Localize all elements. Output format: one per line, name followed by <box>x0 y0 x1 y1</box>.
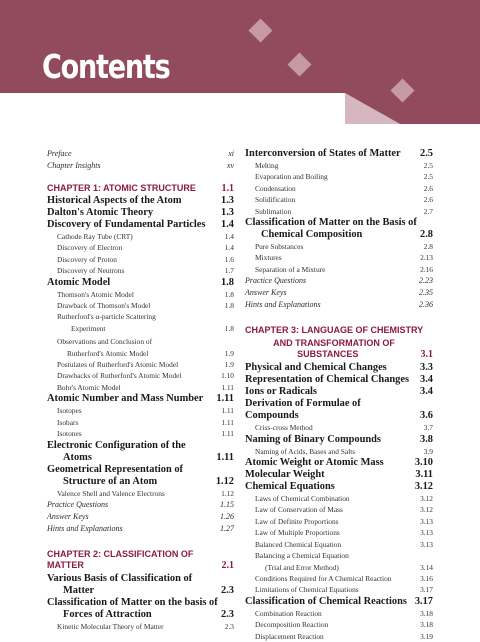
subsection-page: 1.4 <box>224 243 234 253</box>
section-label: Derivation of Formulae of Compounds <box>245 398 361 422</box>
section-page: 3.3 <box>420 362 433 374</box>
section-page: 3.17 <box>414 595 433 607</box>
section-label: Classification of Matter on the Basis of <box>245 217 417 229</box>
entry-label: Practice Questions <box>47 499 109 509</box>
section-label: Dalton's Atomic Theory <box>47 207 154 218</box>
section-page: 1.3 <box>221 195 234 206</box>
subsection-label: Discovery of Neutrons <box>57 266 125 276</box>
toc-section[interactable] <box>245 398 433 422</box>
subsection-page: 2.6 <box>423 183 433 193</box>
toc-section[interactable] <box>47 207 234 219</box>
toc-section[interactable] <box>245 481 433 493</box>
contents-left-column <box>47 148 234 632</box>
subsection-page: 3.13 <box>420 539 433 549</box>
section-page: 3.6 <box>420 410 433 422</box>
toc-entry-answer-keys[interactable] <box>47 511 234 523</box>
toc-subsection[interactable] <box>47 300 234 311</box>
subsection-page: 1.12 <box>221 488 234 498</box>
toc-section[interactable] <box>47 277 234 289</box>
section-page: 1.3 <box>221 207 234 218</box>
entry-page: 1.15 <box>220 499 234 509</box>
toc-section[interactable] <box>245 217 433 229</box>
section-label: Various Basis of Classification of <box>47 572 193 584</box>
page-title: Contents <box>42 47 170 86</box>
toc-section[interactable] <box>47 195 234 207</box>
subsection-page: 1.7 <box>224 266 234 276</box>
subsection-page: 3.12 <box>420 505 433 515</box>
toc-subsection[interactable] <box>47 231 234 242</box>
toc-subsection[interactable] <box>47 370 234 381</box>
section-page: 3.12 <box>414 481 433 493</box>
chapter-heading-continued: SUBSTANCES <box>297 349 359 360</box>
section-label: Classification of Matter on the basis of <box>47 596 218 608</box>
toc-entry-practice-questions[interactable] <box>47 499 234 511</box>
toc-subsection[interactable] <box>47 359 234 370</box>
section-page: 3.8 <box>420 433 433 445</box>
subsection-label: Postulates of Rutherford's Atomic Model <box>57 360 179 370</box>
entry-page: xv <box>226 161 234 170</box>
entry-label: Hints and Explanations <box>47 523 123 533</box>
subsection-label-continued: (Trial and Error Method) <box>265 562 339 572</box>
section-page: 2.3 <box>221 608 234 620</box>
subsection-page: 3.17 <box>420 585 433 595</box>
section-label: Electronic Configuration of the <box>47 439 186 451</box>
toc-subsection[interactable] <box>47 336 234 347</box>
subsection-label-continued: Rutherford's Atomic Model <box>67 348 149 358</box>
subsection-page: 3.7 <box>423 423 433 433</box>
subsection-page: 1.9 <box>224 360 234 370</box>
section-label: Historical Aspects of the Atom <box>47 195 182 206</box>
subsection-label: Discovery of Proton <box>57 254 117 264</box>
toc-section[interactable] <box>245 362 433 374</box>
subsection-label: Balanced Chemical Equation <box>255 539 342 549</box>
section-page: 3.4 <box>420 374 433 386</box>
entry-page: 2.35 <box>419 288 433 298</box>
chapter-page: 1.1 <box>221 183 234 194</box>
section-label-continued: Atoms <box>63 451 92 463</box>
subsection-label: Mixtures <box>255 253 282 263</box>
section-label-continued: Matter <box>63 584 95 596</box>
subsection-page: 2.7 <box>423 206 433 216</box>
toc-section[interactable] <box>47 573 234 585</box>
subsection-page: 3.14 <box>420 562 433 572</box>
toc-subsection[interactable] <box>47 254 234 265</box>
toc-subsection[interactable] <box>245 573 433 584</box>
section-page: 2.8 <box>420 229 433 241</box>
subsection-label: Law of Multiple Proportions <box>255 528 340 538</box>
section-page: 2.5 <box>420 148 433 159</box>
toc-section[interactable] <box>245 596 433 608</box>
contents-right-column <box>245 148 433 642</box>
toc-subsection[interactable] <box>47 311 234 322</box>
toc-subsection[interactable] <box>47 265 234 276</box>
subsection-page: 2.5 <box>423 172 433 182</box>
subsection-page: 1.6 <box>224 254 234 264</box>
entry-label: Answer Keys <box>245 288 287 298</box>
toc-section[interactable] <box>245 457 433 469</box>
section-label: Discovery of Fundamental Particles <box>47 219 206 230</box>
entry-label: Hints and Explanations <box>245 300 321 310</box>
section-label-continued: Forces of Attraction <box>63 608 152 620</box>
toc-section-continued[interactable] <box>47 609 234 621</box>
toc-section[interactable] <box>47 219 234 231</box>
toc-subsection[interactable] <box>47 382 234 393</box>
subsection-label: Criss-cross Method <box>255 423 313 433</box>
toc-entry-chapter-insights[interactable] <box>47 160 234 172</box>
toc-subsection[interactable] <box>245 241 433 252</box>
section-label: Atomic Number and Mass Number <box>47 393 204 405</box>
toc-section[interactable] <box>245 434 433 446</box>
toc-chapter-2[interactable] <box>47 549 234 571</box>
toc-subsection[interactable] <box>47 289 234 300</box>
toc-subsection[interactable] <box>47 242 234 253</box>
toc-subsection[interactable] <box>245 194 433 205</box>
subsection-label: Drawbacks of Rutherford's Atomic Model <box>57 371 182 381</box>
toc-section[interactable] <box>245 148 433 160</box>
subsection-page: 1.8 <box>224 301 234 311</box>
subsection-label: Drawback of Thomson's Model <box>57 301 151 311</box>
toc-subsection[interactable] <box>245 493 433 504</box>
toc-subsection[interactable] <box>245 206 433 217</box>
subsection-page: 2.6 <box>423 195 433 205</box>
subsection-page: 1.11 <box>221 382 234 392</box>
toc-subsection-continued[interactable] <box>47 323 234 334</box>
section-page: 1.4 <box>221 219 234 230</box>
subsection-label: Isotones <box>57 429 82 439</box>
subsection-label: Separation of a Mixture <box>255 264 326 274</box>
entry-page: 2.36 <box>419 300 433 310</box>
entry-page: 1.27 <box>220 523 234 533</box>
subsection-page: 1.11 <box>221 429 234 439</box>
subsection-label: Balancing a Chemical Equation <box>255 551 349 561</box>
toc-subsection[interactable] <box>47 621 234 632</box>
section-label: Atomic Model <box>47 276 111 288</box>
toc-entry-practice-questions[interactable] <box>245 275 433 287</box>
toc-entry-preface[interactable] <box>47 148 234 160</box>
toc-section[interactable] <box>47 597 234 609</box>
toc-subsection[interactable] <box>245 171 433 182</box>
toc-chapter-1[interactable] <box>47 183 234 194</box>
chapter-heading: CHAPTER 3: LANGUAGE OF CHEMISTRY <box>245 325 424 336</box>
subsection-label: Solidification <box>255 195 296 205</box>
subsection-label: Naming of Acids, Bases and Salts <box>255 446 356 456</box>
toc-section[interactable] <box>245 386 433 398</box>
section-page: 1.8 <box>221 276 234 288</box>
subsection-label: Decomposition Reaction <box>255 620 329 630</box>
toc-chapter-3[interactable] <box>245 325 433 336</box>
subsection-label: Sublimation <box>255 206 292 216</box>
section-page: 2.3 <box>221 584 234 596</box>
subsection-page: 1.4 <box>224 232 234 241</box>
toc-subsection[interactable] <box>245 446 433 457</box>
subsection-page: 1.8 <box>224 289 234 299</box>
section-label: Geometrical Representation of <box>47 463 184 475</box>
chapter-page: 3.1 <box>420 349 433 361</box>
toc-subsection[interactable] <box>245 619 433 630</box>
section-label: Naming of Binary Compounds <box>245 433 381 445</box>
toc-entry-hints[interactable] <box>47 523 234 535</box>
toc-section[interactable] <box>47 440 234 452</box>
entry-page: xi <box>228 149 234 158</box>
toc-entry-hints[interactable] <box>245 299 433 311</box>
subsection-label: Bohr's Atomic Model <box>57 382 121 392</box>
section-label-continued: Structure of an Atom <box>63 475 158 487</box>
toc-subsection-continued[interactable] <box>47 348 234 359</box>
subsection-label: Valence Shell and Valence Electrons <box>57 488 165 498</box>
chapter-heading-continued: AND TRANSFORMATION OF <box>273 338 395 349</box>
toc-section[interactable] <box>47 393 234 405</box>
toc-section-continued[interactable] <box>47 585 234 597</box>
subsection-label: Melting <box>255 161 279 170</box>
subsection-page: 3.19 <box>420 631 433 641</box>
subsection-page: 2.3 <box>224 621 234 631</box>
subsection-label: Discovery of Electron <box>57 243 123 253</box>
section-page: 3.4 <box>420 386 433 398</box>
toc-section[interactable] <box>245 469 433 481</box>
toc-subsection[interactable] <box>245 584 433 595</box>
subsection-page: 2.16 <box>420 264 433 274</box>
toc-subsection[interactable] <box>245 504 433 515</box>
toc-subsection[interactable] <box>245 264 433 275</box>
subsection-page: 3.13 <box>420 516 433 526</box>
section-page: 1.11 <box>216 451 234 463</box>
section-label-continued: Chemical Composition <box>261 229 363 241</box>
section-label: Representation of Chemical Changes <box>245 374 410 386</box>
subsection-label: Cathode Ray Tube (CRT) <box>57 232 133 241</box>
entry-label: Chapter Insights <box>47 161 101 170</box>
subsection-label: Limitations of Chemical Equations <box>255 585 359 595</box>
subsection-label: Conditions Required for A Chemical Reaction <box>255 573 392 583</box>
subsection-label: Displacement Reaction <box>255 631 324 641</box>
section-label: Chemical Equations <box>245 481 335 493</box>
entry-label: Practice Questions <box>245 276 307 286</box>
subsection-page: 1.10 <box>221 371 234 381</box>
section-label: Classification of Chemical Reactions <box>245 595 407 607</box>
subsection-page: 3.9 <box>423 446 433 456</box>
subsection-page: 3.18 <box>420 620 433 630</box>
subsection-page: 1.8 <box>224 323 234 333</box>
toc-subsection[interactable] <box>245 183 433 194</box>
entry-page: 1.26 <box>220 511 234 521</box>
entry-label: Preface <box>47 149 72 158</box>
subsection-page: 3.12 <box>420 494 433 504</box>
toc-chapter-3-continued[interactable] <box>245 338 433 349</box>
toc-entry-answer-keys[interactable] <box>245 287 433 299</box>
toc-subsection[interactable] <box>245 527 433 538</box>
subsection-label: Law of Conservation of Mass <box>255 505 343 515</box>
toc-subsection[interactable] <box>245 631 433 642</box>
subsection-label: Condensation <box>255 183 296 193</box>
subsection-page: 2.13 <box>420 253 433 263</box>
subsection-page: 3.18 <box>420 608 433 618</box>
subsection-label-continued: Experiment <box>71 323 106 333</box>
header-banner <box>0 0 480 128</box>
toc-section-continued[interactable] <box>245 229 433 241</box>
subsection-page: 2.8 <box>423 242 433 252</box>
chapter-page: 2.1 <box>221 559 234 571</box>
subsection-page: 1.9 <box>224 348 234 358</box>
section-page: 1.11 <box>216 393 234 405</box>
section-label: Molecular Weight <box>245 469 325 481</box>
section-page: 3.11 <box>415 469 433 481</box>
subsection-label: Observations and Conclusion of <box>57 337 153 347</box>
toc-subsection[interactable] <box>47 417 234 428</box>
section-page: 1.12 <box>215 475 234 487</box>
section-label: Physical and Chemical Changes <box>245 362 387 374</box>
subsection-label: Rutherford's α-particle Scattering <box>57 312 156 322</box>
entry-page: 2.23 <box>419 276 433 286</box>
chapter-heading: CHAPTER 2: CLASSIFICATION OF MATTER <box>47 548 194 570</box>
toc-subsection[interactable] <box>47 405 234 416</box>
section-label: Interconversion of States of Matter <box>245 148 401 159</box>
entry-label: Answer Keys <box>47 511 89 521</box>
subsection-page: 2.5 <box>423 161 433 170</box>
toc-subsection[interactable] <box>47 488 234 499</box>
subsection-label: Kinetic Molecular Theory of Matter <box>57 621 164 631</box>
subsection-label: Combination Reaction <box>255 608 322 618</box>
toc-section[interactable] <box>245 374 433 386</box>
toc-subsection[interactable] <box>245 160 433 171</box>
chapter-heading: CHAPTER 1: ATOMIC STRUCTURE <box>47 183 196 193</box>
toc-subsection[interactable] <box>245 422 433 433</box>
subsection-page: 3.13 <box>420 528 433 538</box>
subsection-label: Evaporation and Boiling <box>255 172 328 182</box>
section-label: Atomic Weight or Atomic Mass <box>245 457 384 469</box>
toc-section-continued[interactable] <box>47 476 234 488</box>
toc-subsection[interactable] <box>245 539 433 550</box>
toc-subsection[interactable] <box>47 428 234 439</box>
subsection-label: Laws of Chemical Combination <box>255 494 350 504</box>
section-label: Ions or Radicals <box>245 386 317 398</box>
toc-section[interactable] <box>47 464 234 476</box>
subsection-label: Thomson's Atomic Model <box>57 289 134 299</box>
toc-chapter-3-continued[interactable] <box>245 349 433 360</box>
section-page: 3.10 <box>414 457 433 469</box>
toc-subsection[interactable] <box>245 252 433 263</box>
subsection-label: Isobars <box>57 417 79 427</box>
subsection-page: 3.16 <box>420 573 433 583</box>
toc-subsection[interactable] <box>245 550 433 561</box>
toc-subsection-continued[interactable] <box>245 562 433 573</box>
subsection-page: 1.11 <box>221 417 234 427</box>
subsection-label: Pure Substances <box>255 242 304 252</box>
toc-subsection[interactable] <box>245 608 433 619</box>
toc-subsection[interactable] <box>245 516 433 527</box>
subsection-label: Isotopes <box>57 406 82 416</box>
subsection-label: Law of Definite Proportions <box>255 516 339 526</box>
toc-section-continued[interactable] <box>47 452 234 464</box>
subsection-page: 1.11 <box>221 406 234 416</box>
